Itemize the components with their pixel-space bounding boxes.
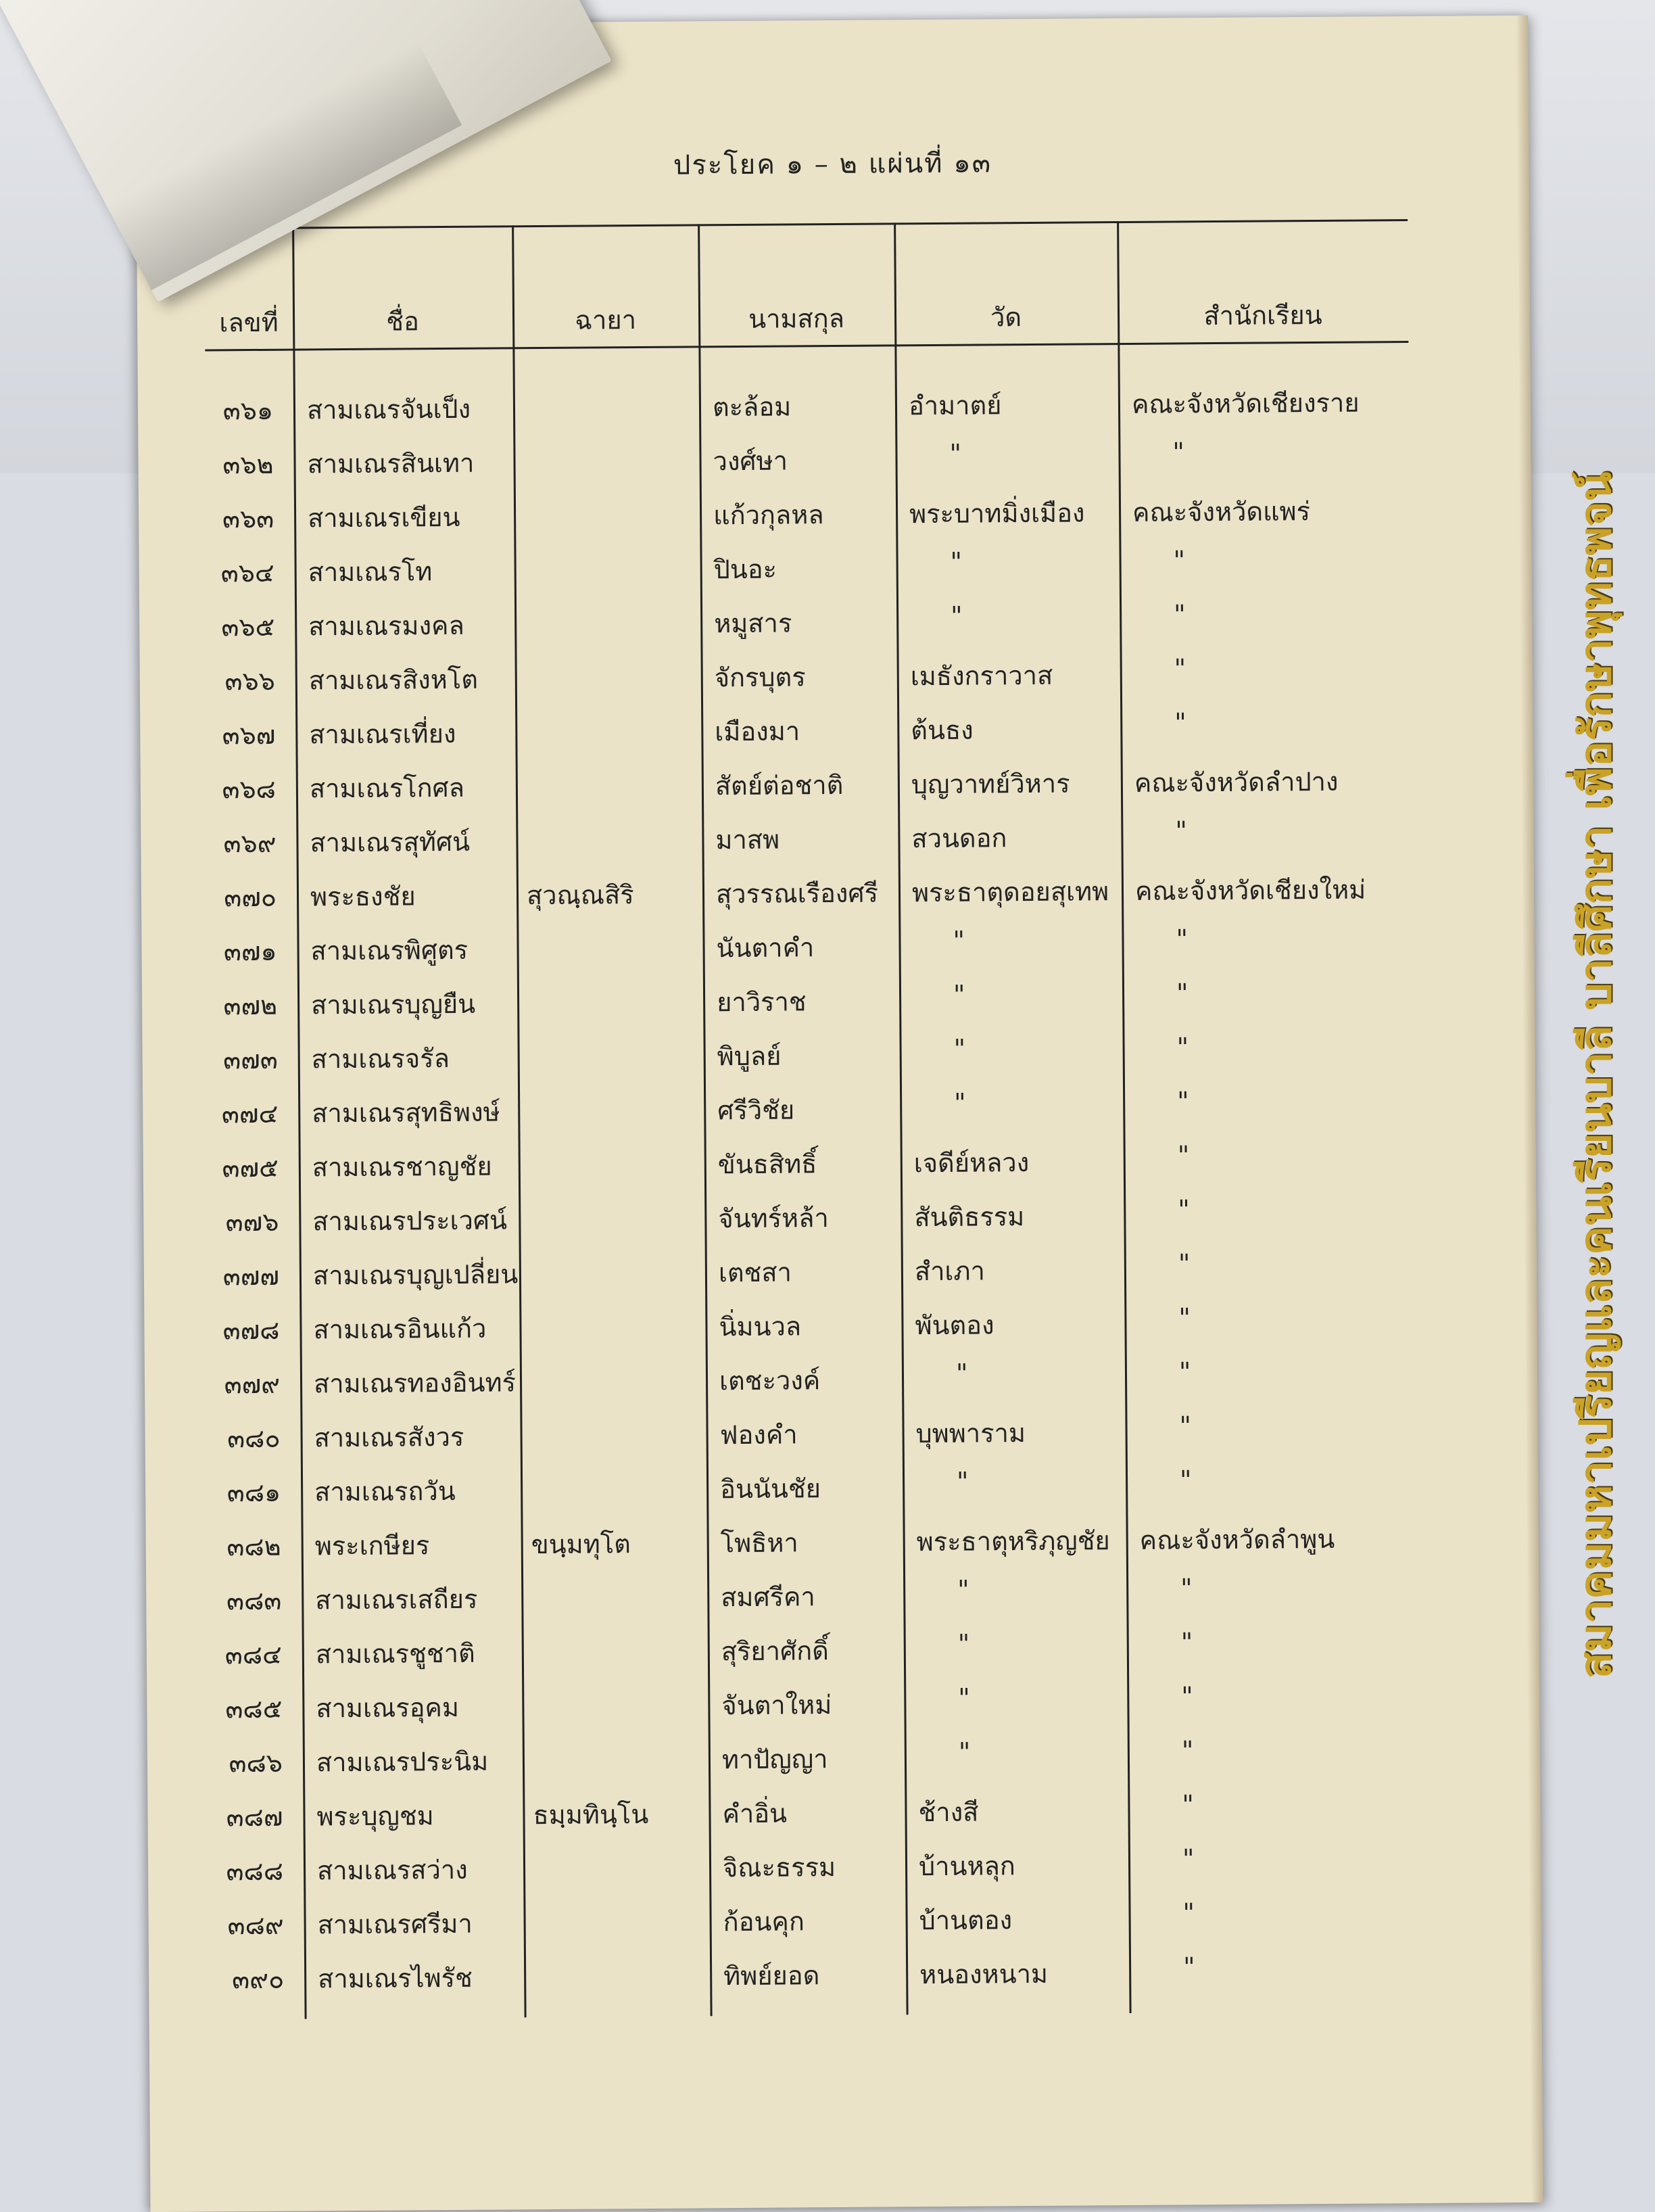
cell-name: สามเณรสุทธิพงษ์ (312, 1097, 500, 1129)
cell-surname: ก้อนคุก (723, 1906, 805, 1937)
table-row (143, 1192, 1536, 1249)
cell-surname: มาสพ (715, 824, 780, 855)
cell-no: ๓๖๑ (222, 395, 274, 426)
cell-office: " (1174, 653, 1186, 684)
cell-no: ๓๗๖ (225, 1206, 279, 1238)
table-row (141, 868, 1534, 924)
cell-no: ๓๘๕ (225, 1693, 283, 1724)
cell-no: ๓๘๑ (226, 1477, 281, 1508)
cell-office: " (1173, 599, 1186, 630)
cell-wat: สวนดอก (911, 823, 1007, 854)
table-row (141, 759, 1533, 816)
cell-wat: เมธังกราวาส (910, 660, 1053, 692)
cell-wat: บุญวาทย์วิหาร (911, 768, 1070, 800)
cell-name: สามเณรถวัน (314, 1476, 456, 1507)
cell-office: " (1182, 1952, 1195, 1982)
cell-surname: อินนันชัย (720, 1474, 821, 1505)
cell-surname: นิ่มนวล (719, 1311, 802, 1342)
cell-no: ๓๘๘ (226, 1856, 284, 1887)
cell-surname: สุริยาศักดิ์ (721, 1636, 830, 1667)
cell-no: ๓๗๓ (223, 1044, 278, 1075)
cell-no: ๓๗๔ (221, 1098, 279, 1129)
cell-no: ๓๗๙ (224, 1369, 281, 1400)
cell-no: ๓๖๔ (220, 557, 274, 588)
cell-wat: " (953, 1033, 966, 1064)
cell-office: " (1176, 1032, 1189, 1062)
header-office: สำนักเรียน (1203, 300, 1322, 331)
cell-office: คณะจังหวัดลำพูน (1139, 1524, 1335, 1555)
cell-office: " (1182, 1898, 1195, 1928)
cell-office: คณะจังหวัดเชียงราย (1131, 387, 1360, 419)
cell-name: สามเณรชูชาติ (315, 1638, 475, 1670)
cell-surname: สมศรีคา (721, 1582, 815, 1613)
cell-office: " (1181, 1735, 1194, 1766)
cell-name: สามเณรประเวศน์ (312, 1205, 508, 1237)
cell-surname: หมูสาร (714, 608, 792, 639)
cell-surname: จักรบุตร (714, 662, 806, 693)
cell-surname: ทาปัญญา (721, 1744, 828, 1775)
cell-office: " (1176, 978, 1189, 1008)
cell-surname: ศรีวิชัย (717, 1095, 795, 1126)
cell-surname: โพธิหา (720, 1528, 798, 1559)
cell-title: ธมฺมทินฺโน (533, 1799, 649, 1831)
cell-name: พระบุญชม (316, 1801, 434, 1832)
table-row (139, 543, 1531, 600)
cell-wat: บ้านตอง (919, 1905, 1013, 1936)
cell-wat: " (957, 1574, 969, 1605)
cell-office: " (1173, 545, 1186, 575)
cell-name: สามเณรโกศล (309, 772, 465, 804)
table-row (139, 597, 1532, 654)
cell-no: ๓๘๙ (227, 1910, 284, 1941)
cell-name: สามเณรสุทัศน์ (310, 826, 471, 858)
header-no: เลขที่ (219, 307, 279, 338)
cell-surname: จิณะธรรม (722, 1852, 836, 1883)
cell-no: ๓๘๔ (224, 1639, 283, 1670)
cell-no: ๓๗๘ (222, 1315, 280, 1346)
cell-office: " (1179, 1465, 1192, 1495)
page-title: ประโยค ๑ – ๒ แผ่นที่ ๑๓ (673, 147, 992, 181)
cell-name: สามเณรอุคม (316, 1692, 460, 1724)
cell-no: ๓๖๖ (224, 665, 275, 697)
cell-name: สามเณรมงคล (308, 610, 464, 642)
table-row (145, 1355, 1537, 1411)
cell-name: สามเณรสังวร (314, 1421, 464, 1453)
cell-name: สามเณรประนิม (316, 1746, 489, 1778)
cell-wat: อำมาตย์ (908, 390, 1002, 421)
table-row (142, 976, 1535, 1033)
cell-surname: สุวรรณเรืองศรี (715, 878, 879, 910)
cell-office: " (1182, 1843, 1195, 1874)
cell-office: " (1180, 1573, 1193, 1603)
cell-surname: ปินอะ (713, 554, 777, 585)
cell-wat: บ้านหลุก (918, 1851, 1015, 1882)
cell-surname: นันตาคำ (716, 933, 815, 964)
cell-wat: " (958, 1737, 971, 1767)
watermark-text: สมาคมมหาเปรียญและคนเรียนบาลี บาลีศึกษา เพื่อรักษาพุทธพจน์ (1571, 471, 1621, 1679)
cell-surname: เตชสา (718, 1257, 792, 1288)
cell-surname: สัตย์ต่อชาติ (715, 770, 844, 801)
cell-wat: ช้างสี (918, 1797, 979, 1828)
cell-name: สามเณรสินเทา (307, 448, 475, 479)
table-row (143, 1084, 1535, 1141)
cell-name: สามเณรสิงหโต (308, 664, 479, 696)
cell-office: " (1181, 1681, 1193, 1712)
cell-wat: สันติธรรม (914, 1202, 1025, 1233)
cell-name: สามเณรเที่ยง (309, 718, 456, 750)
cell-office: " (1178, 1194, 1190, 1225)
table-row (139, 489, 1531, 546)
cell-no: ๓๘๗ (226, 1802, 283, 1833)
document-page (135, 16, 1543, 2212)
cell-no: ๓๗๒ (223, 990, 278, 1021)
cell-surname: ฟองคำ (719, 1419, 798, 1451)
cell-name: สามเณรบุญยืน (310, 989, 476, 1020)
cell-wat: " (950, 601, 963, 631)
cell-no: ๓๗๗ (222, 1261, 280, 1292)
table-row (147, 1733, 1540, 1790)
cell-office: คณะจังหวัดแพร่ (1132, 496, 1311, 527)
cell-wat: ต้นธง (911, 715, 974, 746)
table-row (144, 1246, 1537, 1303)
cell-office: " (1182, 1789, 1195, 1820)
cell-name: พระเกษียร (314, 1530, 430, 1561)
cell-wat: พระธาตุดอยสุเทพ (911, 876, 1109, 908)
cell-surname: คำอิ่น (722, 1798, 788, 1829)
cell-wat: พันตอง (915, 1310, 994, 1341)
cell-office: " (1178, 1302, 1191, 1333)
cell-wat: " (958, 1682, 970, 1713)
cell-wat: " (955, 1358, 968, 1388)
cell-name: สามเณรสว่าง (316, 1854, 468, 1886)
cell-name: สามเณรไพรัช (318, 1962, 473, 1994)
cell-no: ๓๖๕ (221, 611, 275, 642)
header-surname: นามสกุล (748, 303, 845, 334)
cell-surname: จันตาใหม่ (721, 1690, 832, 1721)
table-row (140, 705, 1533, 762)
cell-no: ๓๙๐ (232, 1964, 285, 1995)
cell-office: " (1179, 1411, 1192, 1441)
cell-surname: เมืองมา (715, 716, 800, 747)
cell-wat: " (953, 925, 965, 956)
cell-no: ๓๗๕ (222, 1152, 279, 1183)
table-row (141, 814, 1533, 870)
table-header-rule (205, 341, 1408, 351)
cell-name: พระธงชัย (310, 881, 416, 912)
cell-wat: " (954, 1087, 966, 1118)
cell-office: " (1175, 816, 1188, 846)
table-row (142, 1030, 1535, 1087)
cell-name: สามเณรชาญชัย (312, 1151, 492, 1183)
watermark (1555, 446, 1636, 1704)
cell-no: ๓๘๓ (226, 1585, 282, 1616)
cell-surname: ขันธสิทธิ์ (717, 1149, 817, 1180)
cell-name: สามเณรศรีมา (317, 1908, 473, 1940)
cell-office: " (1176, 924, 1189, 954)
cell-no: ๓๘๐ (226, 1423, 281, 1454)
cell-surname: เตชะวงค์ (719, 1365, 821, 1396)
cell-no: ๓๖๒ (222, 449, 274, 480)
cell-no: ๓๖๓ (222, 503, 274, 534)
cell-name: สามเณรบุญเปลี่ยน (312, 1259, 519, 1291)
cell-surname: ตะล้อม (712, 392, 792, 423)
cell-office: " (1177, 1140, 1190, 1171)
table-row (145, 1463, 1538, 1520)
cell-office: คณะจังหวัดลำปาง (1134, 766, 1339, 798)
table-row (147, 1679, 1539, 1736)
cell-no: ๓๖๙ (223, 828, 277, 859)
cell-office: " (1172, 437, 1185, 467)
table-row (145, 1409, 1537, 1465)
cell-wat: เจดีย์หลวง (913, 1148, 1030, 1179)
cell-name: สามเณรพิศูตร (310, 935, 469, 966)
table-row (148, 1841, 1541, 1898)
table-row (138, 435, 1531, 492)
cell-office: " (1174, 707, 1186, 738)
cell-no: ๓๘๒ (226, 1531, 281, 1562)
cell-title: ขนฺมทุโต (531, 1529, 631, 1560)
cell-wat: " (953, 979, 965, 1010)
table-top-rule (204, 219, 1408, 229)
cell-office: " (1180, 1627, 1193, 1657)
cell-surname: จันทร์หล้า (718, 1203, 829, 1234)
cell-wat: สำเภา (914, 1256, 985, 1287)
table-row (146, 1571, 1539, 1628)
cell-name: สามเณรจันเป็ง (306, 394, 471, 425)
cell-wat: " (950, 546, 963, 577)
cell-name: สามเณรทองอินทร์ (313, 1367, 517, 1399)
header-name: ชื่อ (386, 306, 420, 337)
cell-surname: วงศ์ษา (713, 446, 788, 477)
table-row (146, 1517, 1539, 1574)
cell-name: สามเณรอินแก้ว (313, 1313, 487, 1345)
cell-office: คณะจังหวัดเชียงใหม่ (1134, 874, 1366, 906)
cell-office: " (1178, 1248, 1191, 1279)
table-row (149, 1950, 1541, 2006)
cell-no: ๓๖๘ (222, 774, 277, 805)
table-row (141, 922, 1534, 979)
cell-name: สามเณรจรัล (311, 1043, 450, 1075)
header-title: ฉายา (575, 305, 637, 335)
cell-surname: แก้วกุลหล (713, 500, 824, 531)
cell-surname: ทิพย์ยอด (723, 1960, 820, 1992)
table-row (148, 1896, 1541, 1952)
cell-name: สามเณรเสถียร (315, 1584, 478, 1616)
cell-office: " (1178, 1357, 1191, 1387)
table-row (144, 1300, 1537, 1357)
cell-name: สามเณรโท (308, 557, 433, 588)
table-row (147, 1787, 1540, 1844)
cell-no: ๓๗๐ (224, 882, 277, 913)
cell-wat: พระบาทมิ่งเมือง (909, 498, 1085, 530)
cell-office: " (1177, 1086, 1189, 1116)
cell-surname: พิบูลย์ (717, 1041, 782, 1072)
cell-surname: ยาวิราช (716, 987, 807, 1018)
table-row (140, 651, 1533, 708)
cell-wat: " (949, 438, 962, 469)
cell-name: สามเณรเขียน (307, 502, 460, 534)
cell-wat: บุพพาราม (915, 1418, 1026, 1449)
cell-wat: " (957, 1628, 970, 1659)
table-row (147, 1625, 1539, 1682)
cell-title: สุวณฺณสิริ (526, 880, 634, 911)
cell-no: ๓๖๗ (222, 720, 276, 751)
cell-no: ๓๗๑ (223, 936, 277, 967)
cell-no: ๓๘๖ (229, 1747, 283, 1779)
table-row (143, 1138, 1536, 1195)
header-wat: วัด (990, 302, 1022, 333)
table-row (138, 381, 1531, 438)
cell-wat: " (956, 1466, 969, 1497)
cell-wat: พระธาตุหริภุญชัย (916, 1526, 1110, 1557)
cell-wat: หนองหนาม (919, 1958, 1049, 1990)
